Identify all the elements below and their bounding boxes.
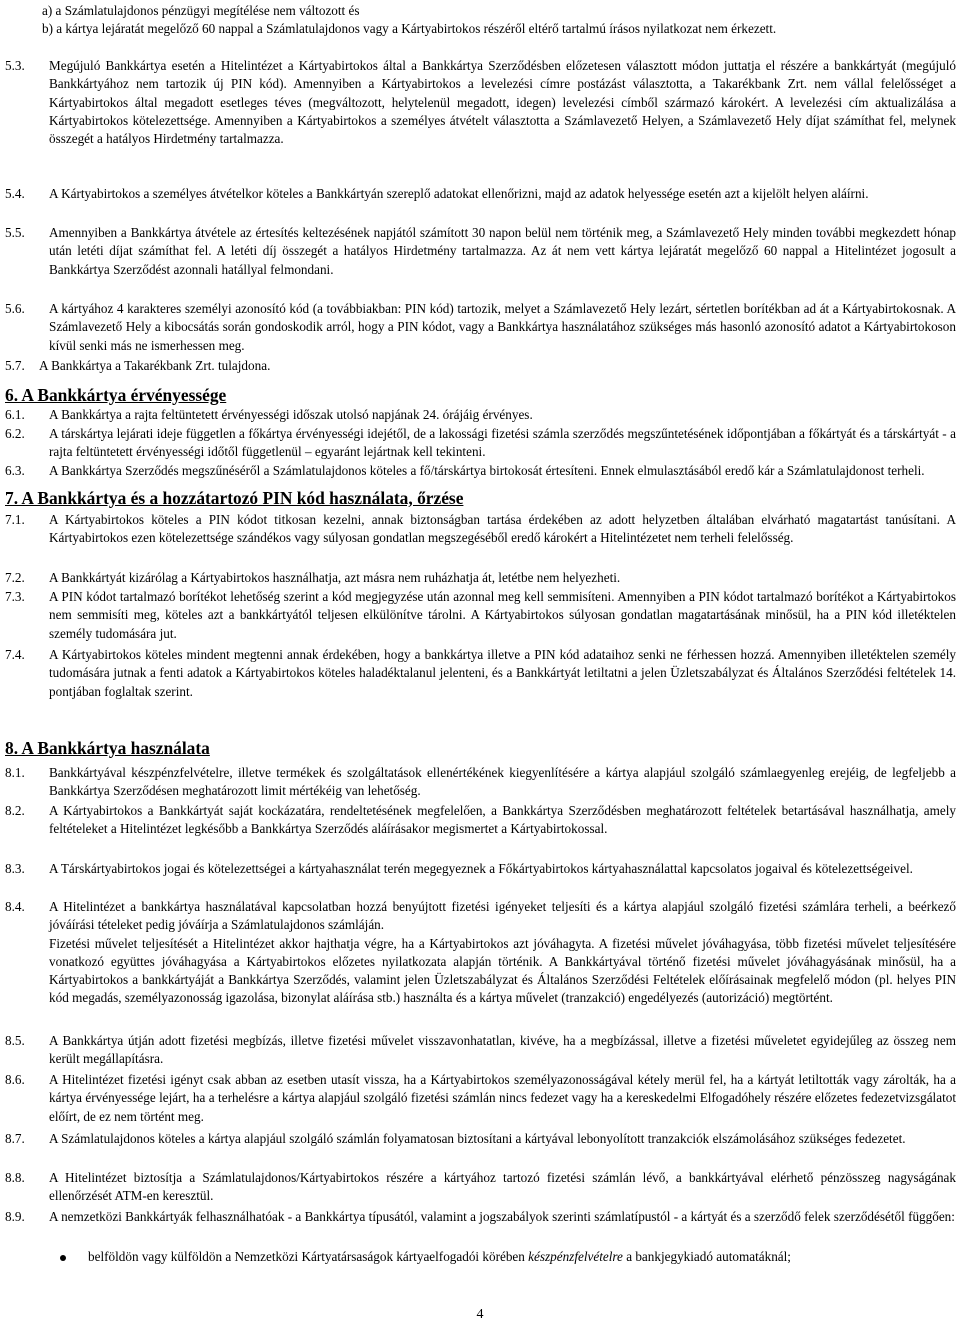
- clause-text: A kártyához 4 karakteres személyi azonosító kód (a továbbiakban: PIN kód) tartozik, melyet a Számlavezető Hely lezárt, sértetlen borítékban ad át a Kártyabirtokosnak. A Számlavezető Hely a kibocsátás során gondoskodik arról, hogy a PIN kódot, vagy a Bankkártya használatához szükséges más hasonló azonosító adatot a Kártyabirtokoson kívül senki más ne ismerhessen meg.: [49, 301, 956, 353]
- clause-number: 8.5.: [5, 1033, 25, 1048]
- clause-number: 6.2.: [5, 426, 25, 441]
- clause-text: A Bankkártya a Takarékbank Zrt. tulajdona.: [39, 358, 271, 373]
- clause-text: A társkártya lejárati ideje független a főkártya érvényességi idejétől, de a lakossági fizetési számla szerződés megszűntetésének időpontjában a főkártyát és a társkártyát - a rajta feltüntetett érvényességi időtől függetlenül – egyaránt lejártnak kell tekinteni.: [49, 426, 956, 460]
- clause-number: 6.1.: [5, 407, 25, 422]
- clause-text: A Bankkártya Szerződés megszűnéséről a Számlatulajdonos köteles a fő/társkártya birtokosát értesíteni. Ennek elmulasztásából eredő kár a Számlatulajdonost terheli.: [49, 463, 925, 478]
- intro-item-a: a) a Számlatulajdonos pénzügyi megítélése nem változott és: [42, 3, 360, 18]
- clause-text: A Kártyabirtokos köteles mindent megtenni annak érdekében, hogy a bankkártya illetve a PIN kód adataihoz senki ne férhessen hozzá. Amennyiben illetéktelen személy tudomására jutnak a fenti adatok a Kártyabirtokos köteles haladéktalanul jelenteni, és a Bankkártyát letiltatni a jelen Üzletszabályzat és Általános Szerződési feltételek 14. pontjában foglaltak szerint.: [49, 647, 956, 699]
- clause-number: 7.4.: [5, 647, 25, 662]
- clause-number: 5.4.: [5, 186, 25, 201]
- clause-text: A Számlatulajdonos köteles a kártya alapjául szolgáló számlán folyamatosan biztosítani a kártyával lebonyolított tranzakciók elszámolásához szükséges fedezetet.: [49, 1131, 906, 1146]
- clause-number: 8.3.: [5, 861, 25, 876]
- clause-text: A Kártyabirtokos a Bankkártyát saját kockázatára, rendeltetésének megfelelően, a Bankkártya Szerződésben meghatározott feltételek betartásával használhatja, amely feltételeket a Hitelintézet legkésőbb a Bankkártya Szerződés aláírásakor megismertet a Kártyabirtokossal.: [49, 803, 956, 837]
- clause-text: A Bankkártya útján adott fizetési megbízás, illetve fizetési művelet visszavonhatatlan, kivéve, ha a megbízással, illetve a fizetési műveletet egyidejűleg az összeg nem került megállapításra.: [49, 1033, 956, 1067]
- clause-number: 5.7.: [5, 358, 25, 373]
- clause-text: A Kártyabirtokos a személyes átvételkor köteles a Bankkártyán szereplő adatokat ellenőrizni, majd az adatok helyessége esetén azt a kijelölt helyen aláírni.: [49, 186, 869, 201]
- clause-text-continued: Fizetési művelet teljesítését a Hitelintézet akkor hajthatja végre, ha a Kártyabirtokos azt jóváhagyta. A fizetési művelet jóváhagyása, több fizetési művelet teljesítésére vonatkozó együttes jóváhagyása a Kártyabirtokos előzetes nyilatkozata alapján történik. A Bankkártyával történő fizetési művelet jóváhagyásának minősül, ha a Kártyabirtokos a bankkártyáját a Bankkártya Szerződés, valamint jelen Üzletszabályzat és Általános Szerződési Feltételek előírásainak megfelelő módon (pl. helyes PIN kód megadás, személyazonosság igazolása, bizonylat aláírása stb.) használta és a kártya művelet (tranzakció) engedélyezés (autorizáció) megtörtént.: [49, 935, 956, 1006]
- clause-text: A Bankkártyát kizárólag a Kártyabirtokos használhatja, azt másra nem ruházhatja át, letétbe nem helyezheti.: [49, 570, 621, 585]
- clause-number: 8.4.: [5, 899, 25, 914]
- intro-item-b: b) a kártya lejáratát megelőző 60 nappal a Számlatulajdonos vagy a Kártyabirtokos részéről eltérő tartalmú írásos nyilatkozat nem érkezett.: [42, 21, 777, 36]
- page-number: 4: [476, 1307, 484, 1322]
- clause-text: Bankkártyával készpénzfelvételre, illetve termékek és szolgáltatások ellenértékének kiegyenlítésére a kártya alapjául szolgáló számlaegyenleg erejéig, de legfeljebb a Bankkártya Szerződésen meghatározott limit mértékéig van lehetőség.: [49, 765, 956, 799]
- section-heading-6: 6. A Bankkártya érvényessége: [5, 385, 227, 405]
- clause-number: 8.9.: [5, 1209, 25, 1224]
- clause-text: Amennyiben a Bankkártya átvétele az értesítés keltezésének napjától számított 30 napon belül nem történik meg, a Számlavezető Hely minden további megkezdett hónap után letéti díjat számíthat fel. A letéti díj összegét a hatályos Hirdetmény tartalmazza. Az át nem vett kártya lejáratát megelőző 60 nappal a Hitelintézet jogosult a Bankkártya Szerződést azonnali hatállyal felmondani.: [49, 225, 956, 277]
- clause-number: 7.2.: [5, 570, 25, 585]
- clause-number: 8.6.: [5, 1072, 25, 1087]
- clause-text: A Kártyabirtokos köteles a PIN kódot titkosan kezelni, annak biztonságban tartása érdekében az adott helyzetben általában elvárható magatartást tanúsítani. A Kártyabirtokos ezen kötelezettsége szándékos vagy súlyosan gondatlan megszegéséből eredő károkért a Hitelintézetet nem terheli felelősség.: [49, 512, 956, 546]
- clause-text: A PIN kódot tartalmazó borítékot lehetőség szerint a kód megjegyzése után azonnal meg kell semmisíteni. Amennyiben a PIN kódot tartalmazó borítékot a Kártyabirtokos nem semmisíti meg, köteles azt a bankkártyától teljesen elkülönítve tárolni. A Kártyabirtokos súlyosan gondatlan magatartásának minősül, ha a PIN kód illetéktelen személy tudomására jut.: [49, 589, 956, 641]
- clause-number: 8.8.: [5, 1170, 25, 1185]
- clause-number: 8.2.: [5, 803, 25, 818]
- clause-number: 5.3.: [5, 58, 25, 73]
- clause-text: Megújuló Bankkártya esetén a Hitelintézet a Kártyabirtokos által a Bankkártya Szerződésben előzetesen választott módon juttatja el részére a bankkártyát (megújuló Bankkártyához nem tartozik új PIN kód). Amennyiben a Kártyabirtokos a levelezési címre postázást választotta, a Takarékbank Zrt. nem vállal felelősséget a Kártyabirtokos által megadott esetleges téves (megváltozott, helytelenül megadott, idegen) levelezési címből származó károkért. A levelezési cím aktualizálása a Kártyabirtokos kötelezettsége. Amennyiben a Kártyabirtokos a személyes átvételt választotta a Számlavezető Helyen, a Számlavezető Hely díjat számíthat fel, melynek összegét a hatályos Hirdetmény tartalmazza.: [49, 58, 956, 147]
- clause-number: 5.6.: [5, 301, 25, 316]
- clause-text: A nemzetközi Bankkártyák felhasználhatóak - a Bankkártya típusától, valamint a jogszabályok szerinti számlatípustól - a kártyát és a szerződő felek szerződésétől függően:: [49, 1209, 955, 1224]
- clause-text: A Hitelintézet biztosítja a Számlatulajdonos/Kártyabirtokos részére a kártyához tartozó fizetési számlán lévő, a bankkártyával elérhető pénzösszeg nagyságának ellenőrzését ATM-en keresztül.: [49, 1170, 956, 1204]
- bullet-text: [88, 1248, 956, 1266]
- bullet-text-italic: készpénzfelvételre: [528, 1249, 623, 1264]
- bullet-text-start: belföldön vagy külföldön a Nemzetközi Kártyatársaságok kártyaelfogadói körében: [88, 1249, 529, 1264]
- clause-number: 7.3.: [5, 589, 25, 604]
- clause-text: A Hitelintézet fizetési igényt csak abban az esetben utasít vissza, ha a Kártyabirtokos személyazonosságával kétely merül fel, ha a kártyát letiltották vagy zárolták, ha a kártya érvényessége lejárt, ha a terhelésre a kártya alapjául szolgáló fizetési számlán nincs fedezet vagy ha a kereskedelmi Elfogadóhely részére előzetes fedezetvizsgálatot előírt, de ez nem történt meg.: [49, 1072, 956, 1124]
- section-heading-7: 7. A Bankkártya és a hozzátartozó PIN kód használata, őrzése: [5, 488, 464, 508]
- clause-number: 7.1.: [5, 512, 25, 527]
- section-heading-8: 8. A Bankkártya használata: [5, 738, 210, 758]
- clause-number: 8.1.: [5, 765, 25, 780]
- clause-number: 6.3.: [5, 463, 25, 478]
- clause-text: A Bankkártya a rajta feltüntetett érvényességi időszak utolsó napjának 24. órájáig érvényes.: [49, 407, 533, 422]
- bullet-text-end: a bankjegykiadó automatáknál;: [622, 1249, 791, 1264]
- clause-number: 5.5.: [5, 225, 25, 240]
- clause-text: A Társkártyabirtokos jogai és kötelezettségei a kártyahasználat terén megegyeznek a Főkártyabirtokos kártyahasználattal kapcsolatos jogaival és kötelezettségeivel.: [49, 861, 913, 876]
- clause-number: 8.7.: [5, 1131, 25, 1146]
- bullet-dot-icon: [60, 1255, 66, 1261]
- clause-text: A Hitelintézet a bankkártya használatával kapcsolatban hozzá benyújtott fizetési igényeket teljesíti és a kártya alapjául szolgáló fizetési számlára terheli, a beérkező jóváírási tételeket pedig jóváírja a Számlatulajdonos számláján.: [49, 899, 956, 933]
